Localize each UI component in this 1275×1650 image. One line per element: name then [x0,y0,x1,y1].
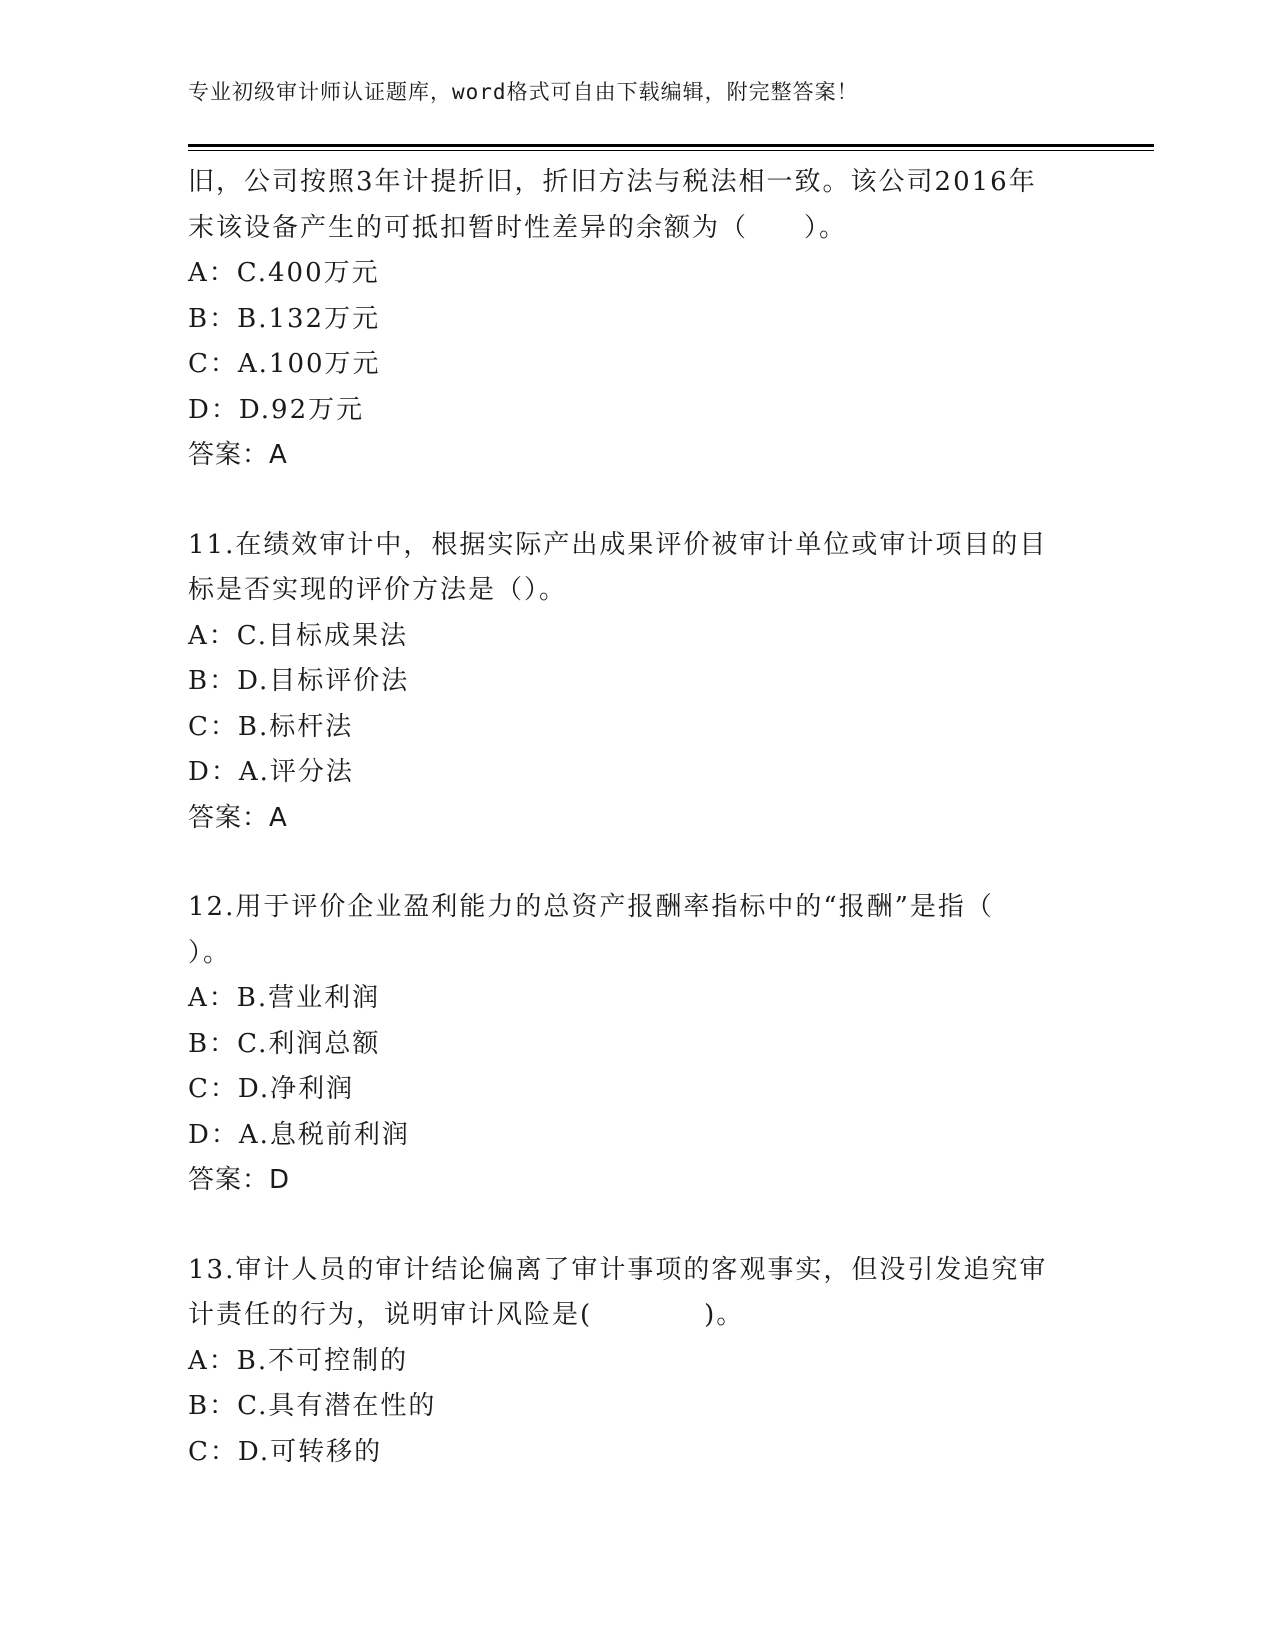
question-13 [188,1248,1088,1476]
option-c: C：A.100万元 [188,349,381,379]
question-text-line: 计责任的行为，说明审计风险是( )。 [188,1300,745,1330]
answer: 答案：A [188,440,288,470]
option-c: C：B.标杆法 [188,711,354,742]
option-a: A：C.目标成果法 [188,620,409,651]
question-12 [188,885,1088,1204]
option-b: B：D.目标评价法 [188,666,410,696]
header-rule [188,144,1154,147]
question-continued [188,160,1088,479]
option-a: A：B.营业利润 [188,983,381,1013]
option-a: A：B.不可控制的 [188,1345,409,1376]
option-c: C：D.净利润 [188,1074,355,1104]
option-d: D：A.评分法 [188,757,354,787]
page-header: 专业初级审计师认证题库，word格式可自由下载编辑，附完整答案！ [188,80,859,104]
answer: 答案：D [188,1165,291,1195]
option-b: B：C.具有潜在性的 [188,1391,437,1421]
option-d: D：D.92万元 [188,394,365,425]
option-d: D：A.息税前利润 [188,1119,410,1150]
option-b: B：B.132万元 [188,303,381,334]
header-rule-thin [188,150,1154,151]
page-content [188,160,1088,1475]
option-a: A：C.400万元 [188,258,380,288]
question-text-line: 末该设备产生的可抵扣暂时性差异的余额为（ ）。 [188,212,848,243]
question-text-line: 旧，公司按照3年计提折旧，折旧方法与税法相一致。该公司2016年 [188,167,1037,197]
option-b: B：C.利润总额 [188,1028,381,1059]
question-text-line: 标是否实现的评价方法是（）。 [188,575,568,605]
option-c: C：D.可转移的 [188,1436,383,1467]
answer: 答案：A [188,802,288,833]
question-11 [188,523,1088,842]
question-text-line: 13.审计人员的审计结论偏离了审计事项的客观事实，但没引发追究审 [188,1254,1048,1285]
question-text-line: 11.在绩效审计中，根据实际产出成果评价被审计单位或审计项目的目 [188,529,1048,560]
question-text-line: ）。 [188,937,232,968]
question-text-line: 12.用于评价企业盈利能力的总资产报酬率指标中的“报酬”是指（ [188,892,994,922]
